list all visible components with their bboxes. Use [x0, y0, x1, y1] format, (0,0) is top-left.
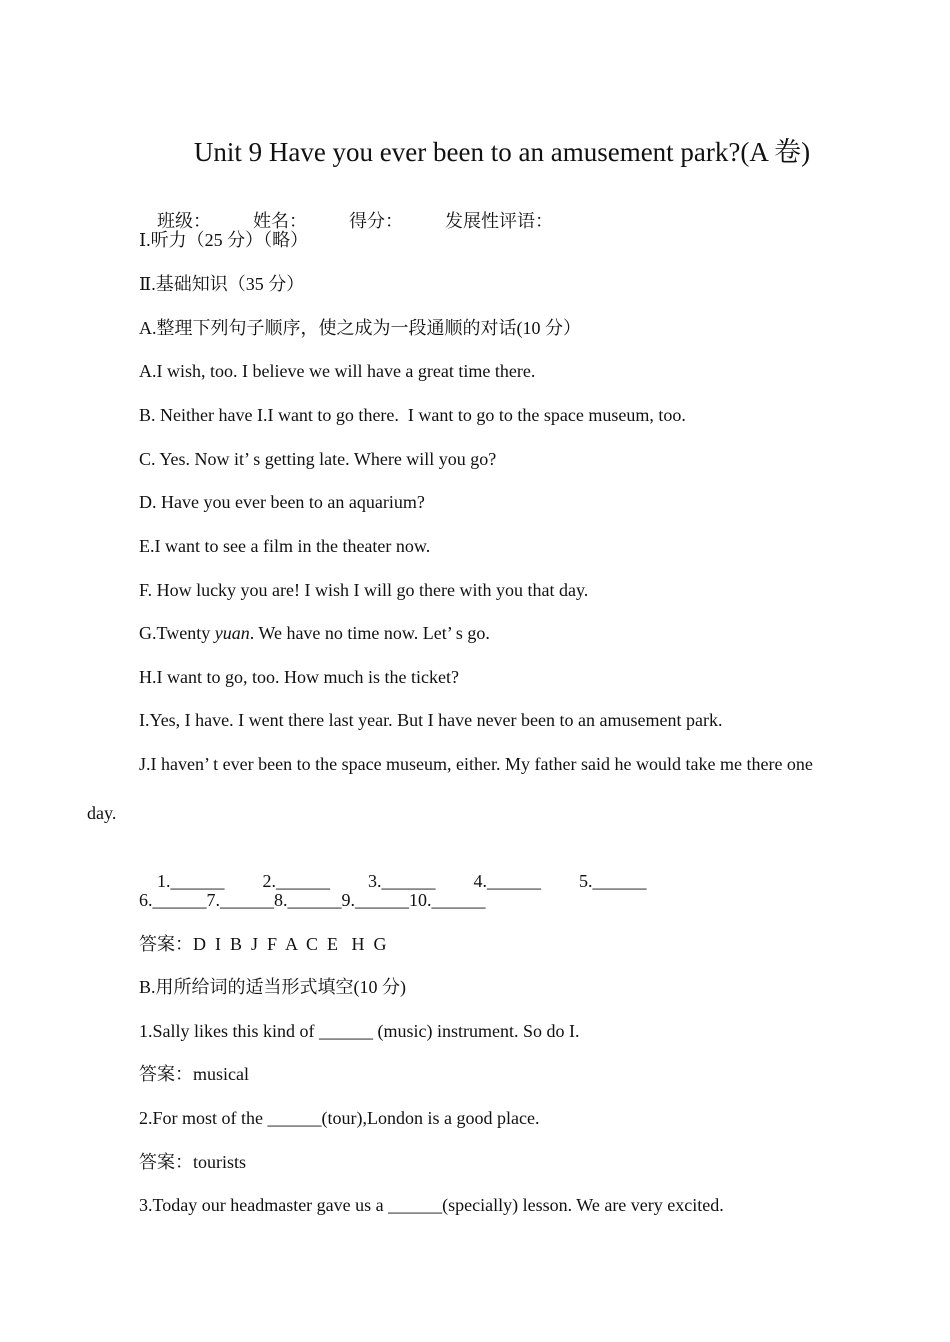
- part-b-instruction: B.用所给词的适当形式填空(10 分): [139, 977, 406, 997]
- option-f: F. How lucky you are! I wish I will go there with you that day.: [139, 580, 589, 600]
- question-3: 3.Today our headmaster gave us a ______(specially) lesson. We are very excited.: [139, 1195, 724, 1215]
- comment-label: 发展性评语：: [445, 211, 553, 231]
- option-c: C. Yes. Now it’ s getting late. Where will you go?: [139, 449, 497, 469]
- option-j-line1: J.I haven’ t ever been to the space museum, either. My father said he would take me there one: [139, 754, 813, 774]
- option-h: H.I want to go, too. How much is the ticket?: [139, 667, 459, 687]
- blank-4: 4.______: [473, 871, 541, 891]
- page-title: Unit 9 Have you ever been to an amusement park?(A 卷): [193, 137, 811, 167]
- option-j-line2: day.: [87, 803, 117, 823]
- option-i: I.Yes, I have. I went there last year. But I have never been to an amusement park.: [139, 710, 723, 730]
- blank-2: 2.______: [262, 871, 330, 891]
- question-2: 2.For most of the ______(tour),London is a good place.: [139, 1108, 540, 1128]
- section-listening: Ⅰ.听力（25 分）（略）: [139, 230, 309, 250]
- part-a-instruction: A.整理下列句子顺序，使之成为一段通顺的对话(10 分）: [139, 318, 581, 338]
- option-e: E.I want to see a film in the theater now.: [139, 536, 431, 556]
- answer-2: 答案：tourists: [139, 1152, 247, 1172]
- class-label: 班级：: [157, 211, 211, 231]
- blank-1: 1.______: [157, 871, 225, 891]
- option-d: D. Have you ever been to an aquarium?: [139, 492, 425, 512]
- section-basics: Ⅱ.基础知识（35 分）: [139, 274, 305, 294]
- score-label: 得分：: [349, 211, 403, 231]
- option-a: A.I wish, too. I believe we will have a great time there.: [139, 361, 536, 381]
- blank-3: 3.______: [368, 871, 436, 891]
- question-1: 1.Sally likes this kind of ______ (music) instrument. So do I.: [139, 1021, 580, 1041]
- answer-1: 答案：musical: [139, 1064, 249, 1084]
- option-b: B. Neither have I.I want to go there. I want to go to the space museum, too.: [139, 405, 686, 425]
- answer-blanks-row2: 6.______7.______8.______9.______10.______: [139, 890, 486, 910]
- option-g-prefix: G.Twenty: [139, 623, 215, 643]
- blank-5: 5.______: [579, 871, 647, 891]
- option-g-suffix: . We have no time now. Let’ s go.: [249, 623, 490, 643]
- name-label: 姓名：: [253, 211, 307, 231]
- option-g: [139, 621, 490, 645]
- option-g-italic: yuan: [214, 623, 250, 643]
- part-a-answer: 答案：D I B J F A C E H G: [139, 934, 387, 954]
